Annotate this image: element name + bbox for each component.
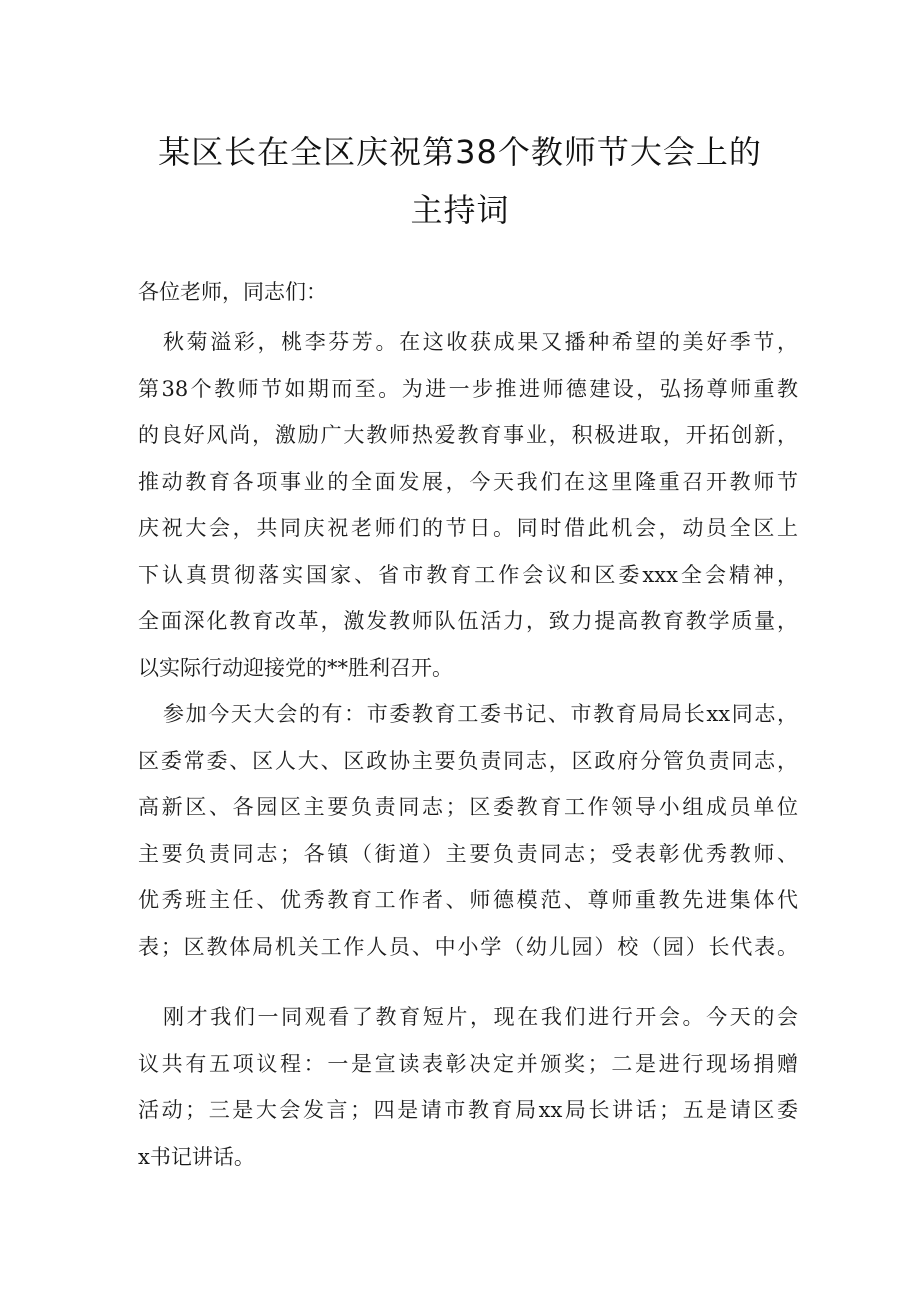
paragraph-line: 下认真贯彻落实国家、省市教育工作会议和区委xxx全会精神， [138, 562, 798, 587]
paragraph-line: 全面深化教育改革，激发教师队伍活力，致力提高教育教学质量， [138, 609, 798, 633]
paragraph-line: x书记讲话。 [138, 1144, 255, 1169]
document-title-line-2: 主持词 [410, 191, 510, 229]
paragraph-line: 参加今天大会的有：市委教育工委书记、市教育局局长xx同志， [163, 702, 798, 726]
paragraph-line: 秋菊溢彩，桃李芬芳。在这收获成果又播种希望的美好季节， [163, 330, 798, 354]
paragraph-opening [138, 319, 798, 691]
paragraph-line: 以实际行动迎接党的**胜利召开。 [138, 655, 453, 680]
paragraph-line: 刚才我们一同观看了教育短片，现在我们进行开会。今天的会 [163, 1005, 798, 1029]
paragraph-line: 议共有五项议程：一是宣读表彰决定并颁奖；二是进行现场捐赠 [138, 1051, 798, 1076]
paragraph-line: 区委常委、区人大、区政协主要负责同志，区政府分管负责同志， [138, 748, 798, 773]
salutation: 各位老师，同志们： [138, 280, 327, 304]
paragraph-line: 优秀班主任、优秀教育工作者、师德模范、尊师重教先进集体代 [138, 888, 798, 912]
paragraph-line: 第38个教师节如期而至。为进一步推进师德建设，弘扬尊师重教 [138, 376, 798, 401]
paragraph-agenda [138, 994, 798, 1180]
paragraph-line: 庆祝大会，共同庆祝老师们的节日。同时借此机会，动员全区上 [138, 516, 798, 540]
paragraph-line: 高新区、各园区主要负责同志；区委教育工作领导小组成员单位 [138, 795, 798, 819]
document-title-line-1: 某区长在全区庆祝第38个教师节大会上的 [158, 133, 762, 171]
paragraph-line: 的良好风尚，激励广大教师热爱教育事业，积极进取，开拓创新， [138, 423, 798, 447]
paragraph-line: 主要负责同志；各镇（街道）主要负责同志；受表彰优秀教师、 [138, 841, 798, 866]
paragraph-line: 表；区教体局机关工作人员、中小学（幼儿园）校（园）长代表。 [138, 934, 798, 959]
paragraph-line: 推动教育各项事业的全面发展，今天我们在这里隆重召开教师节 [138, 469, 798, 494]
paragraph-line: 活动；三是大会发言；四是请市教育局xx局长讲话；五是请区委 [138, 1098, 798, 1122]
paragraph-attendees [138, 691, 798, 970]
